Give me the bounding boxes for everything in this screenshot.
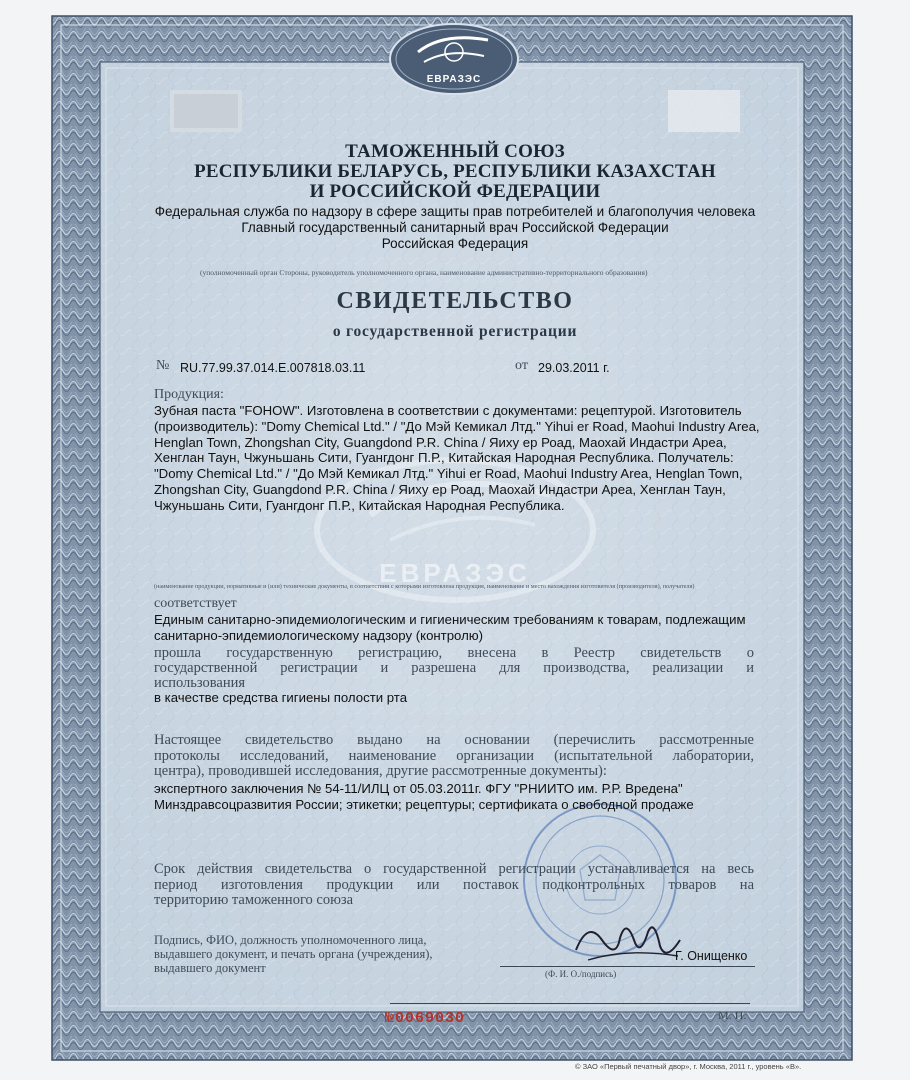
serial-number: №0069030 — [385, 1010, 466, 1027]
certificate-number: RU.77.99.37.014.E.007818.03.11 — [180, 361, 366, 375]
usage-text: в качестве средства гигиены полости рта — [154, 690, 408, 705]
watermark-text: ЕВРАЗЭС — [379, 558, 531, 588]
validity-text: Срок действия свидетельства о государственной регистрации устанавливается на весь период изготовления продукции или поставок подконтрольных товаров на территорию таможенного союза — [154, 861, 754, 908]
signature-label: Подпись, ФИО, должность уполномоченного лица, выдавшего документ, и печать органа (учреждения), выдавшего документ — [154, 933, 433, 975]
org-caption: (уполномоченный орган Стороны, руководитель уполномоченного органа, наименование административно-территориального образования) — [200, 268, 648, 277]
certificate-title: СВИДЕТЕЛЬСТВО — [336, 288, 574, 314]
product-label: Продукция: — [154, 387, 224, 402]
signature-line — [500, 966, 755, 967]
basis-text: Настоящее свидетельство выдано на основании (перечислить рассмотренные протоколы исследований, наименование организации (испытательной лаборатории, центра), проводившей исследования, другие рассмотренные документы): — [154, 732, 754, 779]
org-line-2: Главный государственный санитарный врач Российской Федерации — [241, 220, 669, 235]
logo-text: ЕВРАЗЭС — [426, 74, 482, 85]
signatory-name: Г. Онищенко — [675, 949, 748, 963]
signature-caption: (Ф. И. О./подпись) — [545, 969, 617, 979]
conformity-label: соответствует — [154, 596, 237, 611]
conformity-text: Единым санитарно-эпидемиологическим и гигиеническим требованиям к товарам, подлежащим санитарно-эпидемиологическому надзору (контролю) — [154, 612, 746, 643]
product-caption: (наименование продукции, нормативные и (или) технические документы, в соответствии с которыми изготовлена продукция, наименование и место нахождения изготовителя (производителя), получателя) — [154, 583, 695, 590]
header-line-2: РЕСПУБЛИКИ БЕЛАРУСЬ, РЕСПУБЛИКИ КАЗАХСТАН — [194, 161, 716, 182]
mp-label: М. П. — [718, 1008, 747, 1022]
basis-values: экспертного заключения № 54-11/ИЛЦ от 05.03.2011г. ФГУ "РНИИТО им. Р.Р. Вредена" Минздравсоцразвития России; этикетки; рецептуры; сертификата о свободной продаже — [154, 781, 694, 812]
number-label: № — [156, 358, 170, 373]
mp-line — [390, 1003, 750, 1004]
certificate-subtitle: о государственной регистрации — [332, 323, 578, 340]
org-line-3: Российская Федерация — [381, 236, 529, 251]
product-description: Зубная паста "FOHOW". Изготовлена в соответствии с документами: рецептурой. Изготовитель (производитель): "Domy Chemical Ltd." / "До Мэй Кемикал Лтд." Yihui er Road, Maohui Industry Area, Henglan Town, Zhongshan City, Guangdond P.R. China / Яиху ер Роад, Маохай Индастри Ареа, Хенглан Таун, Чжуньшань Сити, Гуангдонг П.Р., Китайская Народная Республика. Получатель: "Domy Chemical Ltd." / "До Мэй Кемикал Лтд." Yihui er Road, Maohui Industry Area, Henglan Town, Zhongshan City, Guangdond P.R. China / Яиху ер Роад, Маохай Индастри Ареа, Хенглан Таун, Чжуньшань Сити, Гуангдонг П.Р., Китайская Народная Республика. — [154, 403, 760, 513]
org-line-1: Федеральная служба по надзору в сфере защиты прав потребителей и благополучия человека — [154, 204, 756, 219]
date-label: от — [515, 358, 528, 373]
header-line-1: ТАМОЖЕННЫЙ СОЮЗ — [345, 141, 565, 162]
registration-text: прошла государственную регистрацию, внесена в Реестр свидетельств о государственной регистрации и разрешена для производства, реализации и использования — [154, 645, 754, 691]
certificate-date: 29.03.2011 г. — [538, 361, 610, 375]
printer-credit: © ЗАО «Первый печатный двор», г. Москва, 2011 г., уровень «В». — [575, 1062, 802, 1071]
header-line-3: И РОССИЙСКОЙ ФЕДЕРАЦИИ — [309, 181, 601, 202]
